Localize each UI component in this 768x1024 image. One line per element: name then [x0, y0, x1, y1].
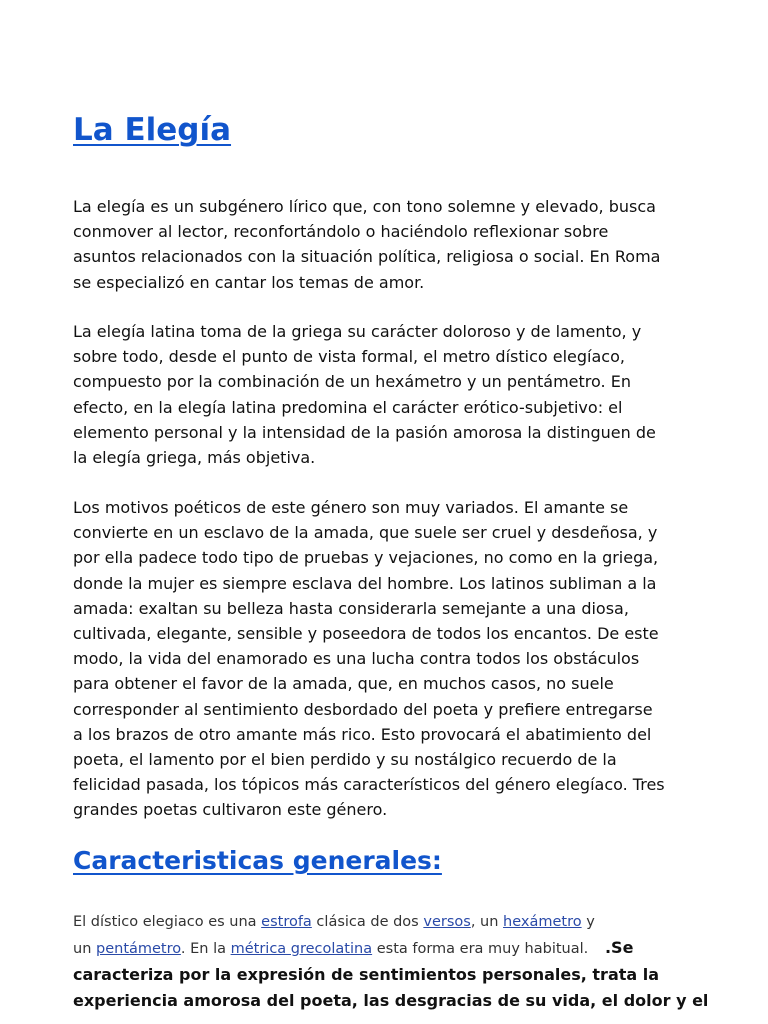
- paragraph-motifs: [73, 495, 713, 823]
- text-line: poeta, el lamento por el bien perdido y su nostálgico recuerdo de la: [73, 750, 617, 770]
- text-line: efecto, en la elegía latina predomina el carácter erótico-subjetivo: el: [73, 397, 623, 417]
- paragraph-distico: [73, 910, 733, 1013]
- text-run: , un: [470, 914, 504, 930]
- text-line: [73, 910, 733, 935]
- link-versos[interactable]: versos: [423, 914, 471, 930]
- link-estrofa[interactable]: estrofa: [261, 914, 312, 930]
- text-line: la elegía griega, más objetiva.: [73, 448, 316, 468]
- text-line: Los motivos poéticos de este género son muy variados. El amante se: [73, 498, 629, 517]
- text-line: sobre todo, desde el punto de vista formal, el metro dístico elegíaco,: [73, 347, 625, 367]
- link-metrica-grecolatina[interactable]: métrica grecolatina: [230, 941, 373, 958]
- text-line: La elegía es un subgénero lírico que, con tono solemne y elevado, busca: [73, 197, 656, 216]
- text-line: compuesto por la combinación de un hexámetro y un pentámetro. En: [73, 372, 631, 392]
- text-line: grandes poetas cultivaron este género.: [73, 800, 388, 820]
- text-line: modo, la vida del enamorado es una lucha contra todos los obstáculos: [73, 649, 640, 669]
- text-line: a los brazos de otro amante más rico. Esto provocará el abatimiento del: [73, 724, 652, 744]
- text-line: La elegía latina toma de la griega su carácter doloroso y de lamento, y: [73, 322, 642, 341]
- text-run: esta forma era muy habitual.: [372, 941, 589, 958]
- text-line: donde la mujer es siempre esclava del hombre. Los latinos subliman a la: [73, 573, 657, 593]
- text-line: caracteriza por la expresión de sentimientos personales, trata la: [73, 965, 660, 985]
- text-line: corresponder al sentimiento desbordado del poeta y prefiere entregarse: [73, 699, 653, 719]
- text-run: y: [581, 914, 595, 930]
- text-run-bold: .Se: [588, 938, 634, 958]
- text-line: por ella padece todo tipo de pruebas y vejaciones, no como en la griega,: [73, 548, 659, 568]
- text-line: conmover al lector, reconfortándolo o haciéndolo reflexionar sobre: [73, 222, 609, 242]
- text-line: cultivada, elegante, sensible y poseedora de todos los encantos. De este: [73, 624, 659, 644]
- text-line: experiencia amorosa del poeta, las desgracias de su vida, el dolor y el: [73, 990, 709, 1010]
- section-heading: Caracteristicas generales:: [73, 846, 442, 875]
- text-run: un: [73, 941, 96, 958]
- text-line: felicidad pasada, los tópicos más característicos del género elegíaco. Tres: [73, 775, 665, 795]
- text-line: amada: exaltan su belleza hasta considerarla semejante a una diosa,: [73, 598, 629, 618]
- text-line: para obtener el favor de la amada, que, en muchos casos, no suele: [73, 674, 614, 694]
- text-line: asuntos relacionados con la situación política, religiosa o social. En Roma: [73, 247, 661, 267]
- page-title: La Elegía: [73, 112, 232, 148]
- text-run: El dístico elegiaco es una: [73, 914, 262, 930]
- text-run: . En la: [180, 941, 231, 958]
- link-pentametro[interactable]: pentámetro: [96, 941, 181, 958]
- text-line: [73, 935, 733, 962]
- paragraph-intro: [73, 194, 713, 295]
- text-line: elemento personal y la intensidad de la pasión amorosa la distinguen de: [73, 422, 656, 442]
- text-run-small: [73, 941, 588, 957]
- text-line: se especializó en cantar los temas de amor.: [73, 272, 425, 292]
- link-hexametro[interactable]: hexámetro: [503, 914, 582, 930]
- text-run: clásica de dos: [311, 914, 424, 930]
- text-line: convierte en un esclavo de la amada, que suele ser cruel y desdeñosa, y: [73, 523, 658, 543]
- paragraph-latin-elegy: [73, 319, 713, 470]
